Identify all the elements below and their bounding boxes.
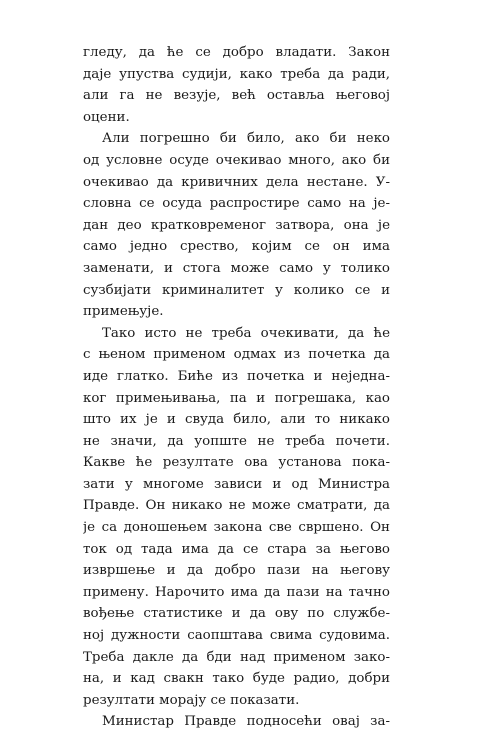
text-line: не значи, да уопште не треба почети. bbox=[83, 433, 390, 449]
text-line: гледу, да ће се добро владати. Закон bbox=[83, 45, 390, 60]
text-line: ток од тада има да се стара за његово bbox=[83, 541, 390, 557]
paragraph-3 bbox=[83, 323, 390, 712]
text-line: ког примењивања, па и погрешака, као bbox=[83, 390, 390, 406]
document-page bbox=[83, 42, 390, 733]
paragraph-2 bbox=[83, 128, 390, 322]
text-line: на, и кад свакн тако буде радио, добри bbox=[83, 671, 390, 687]
text-line: очекивао да кривичних дела нестане. У- bbox=[83, 174, 390, 190]
paragraph-4 bbox=[83, 711, 390, 733]
text-line: примењује. bbox=[83, 304, 164, 320]
text-line: примену. Нарочито има да пази на тачно bbox=[83, 584, 390, 600]
text-line: Треба дакле да бди над применом зако- bbox=[83, 649, 390, 665]
text-line: заменати, и стога може само у толико bbox=[83, 260, 390, 276]
text-line: Какве ће резултате ова установа пока- bbox=[83, 455, 390, 471]
text-line: даје упуства судији, како треба да ради, bbox=[83, 66, 390, 82]
paragraph-1 bbox=[83, 42, 390, 128]
text-line: сузбијати криминалитет у колико се и bbox=[83, 282, 390, 298]
text-line: што их је и свуда било, али то никако bbox=[83, 412, 390, 428]
text-line: дан део кратковременог затвора, она је bbox=[83, 217, 390, 233]
text-line: резултати морају се показати. bbox=[83, 692, 300, 708]
text-line: само једно срество, којим се он има bbox=[83, 239, 390, 255]
text-line: словна се осуда распростире само на је- bbox=[83, 196, 390, 212]
text-line: је са доношењем закона све свршено. Он bbox=[83, 520, 390, 536]
text-line: вођење статистике и да ову по службе- bbox=[83, 606, 390, 622]
text-line: Тако исто не треба очекивати, да ће bbox=[102, 325, 390, 341]
text-line: Правде. Он никако не може сматрати, да bbox=[83, 498, 390, 514]
text-line: иде глатко. Биће из почетка и неједна- bbox=[83, 368, 390, 384]
text-line: зати у многоме зависи и од Министра bbox=[83, 476, 390, 492]
text-line: извршење и да добро пази на његову bbox=[83, 563, 390, 579]
text-line: Министар Правде подносећи овај за- bbox=[102, 714, 390, 730]
text-line: Али погрешно би било, ако би неко bbox=[102, 131, 390, 147]
text-line: с њеном применом одмах из почетка да bbox=[83, 347, 390, 363]
text-line: али га не везује, већ оставља његовој bbox=[83, 88, 390, 104]
text-line: ној дужности саопштава свима судовима. bbox=[83, 628, 390, 644]
text-line: од условне осуде очекивао много, ако би bbox=[83, 152, 390, 168]
text-line: оцени. bbox=[83, 109, 130, 125]
